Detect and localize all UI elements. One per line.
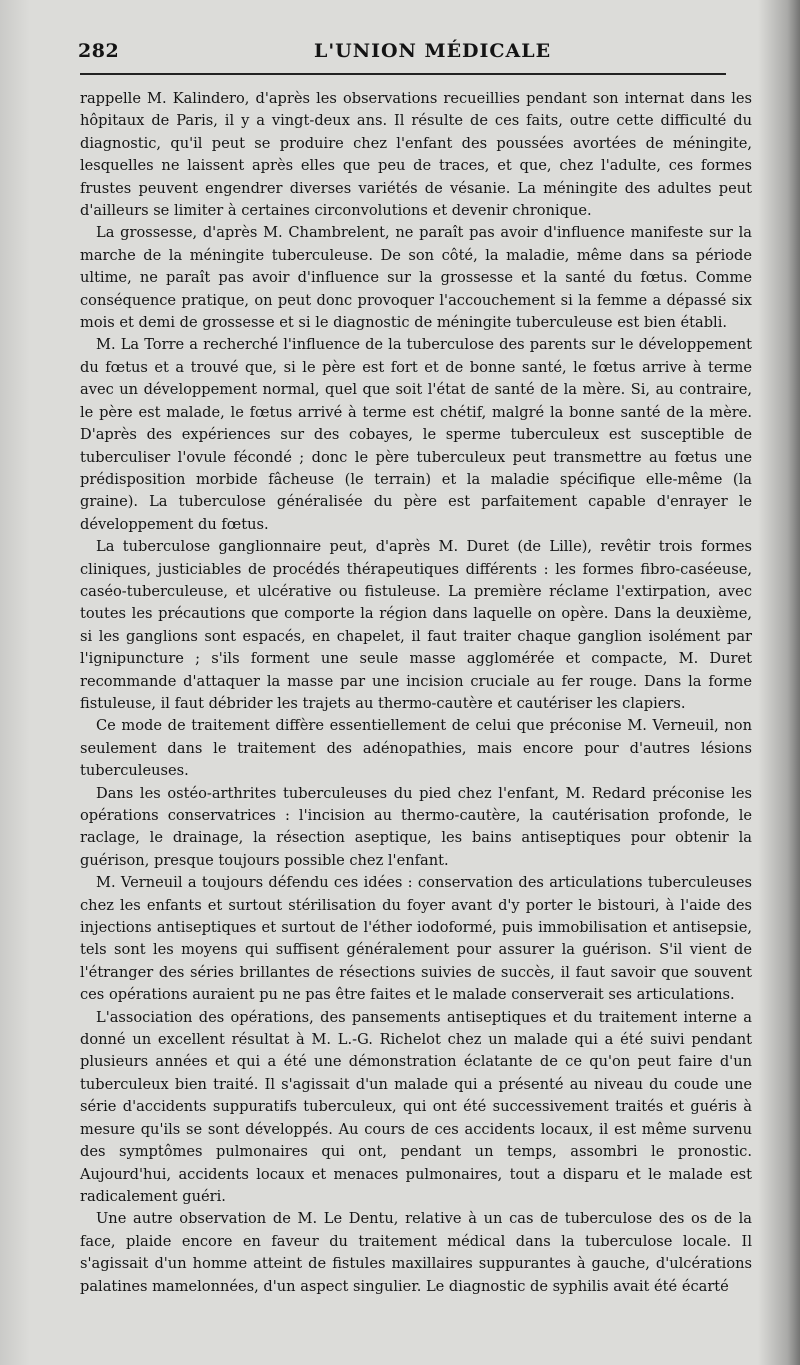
paragraph-2: La grossesse, d'après M. Chambrelent, ne paraît pas avoir d'influence manifeste sur la marche de la méningite tuberculeuse. De son côté, la maladie, même dans sa période ultime, ne paraît pas avoir d'influence sur la grossesse et la santé du fœtus. Comme conséquence pratique, on peut donc provoquer l'accouchement si la femme a dépassé six mois et demi de grossesse et si le diagnostic de méningite tuberculeuse est bien établi. xyxy=(80,224,752,332)
page-number: 282 xyxy=(78,40,120,62)
running-header xyxy=(78,40,724,70)
paragraph-1: rappelle M. Kalindero, d'après les observations recueillies pendant son internat dans les hôpitaux de Paris, il y a vingt-deux ans. Il résulte de ces faits, outre cette difficulté du diagnostic, qu'il peut se produire chez l'enfant des poussées avortées de méningite, lesquelles ne laissent après elles que peu de traces, et que, chez l'adulte, ces formes frustes peuvent engendrer diverses variétés de vésanie. La méningite des adultes peut d'ailleurs se limiter à certaines circonvolutions et devenir chronique. xyxy=(80,90,752,220)
paragraph-5: Ce mode de traitement diffère essentiellement de celui que préconise M. Verneuil, non seulement dans le traitement des adénopathies, mais encore pour d'autres lésions tuberculeuses. xyxy=(80,717,752,780)
article-body xyxy=(80,88,752,1298)
paragraph-4: La tuberculose ganglionnaire peut, d'après M. Duret (de Lille), revêtir trois formes cliniques, justiciables de procédés thérapeutiques différents : les formes fibro-caséeuse, caséo-tuberculeuse, et ulcérative ou fistuleuse. La première réclame l'extirpation, avec toutes les précautions que comporte la région dans laquelle on opère. Dans la deuxième, si les ganglions sont espacés, en chapelet, il faut traiter chaque ganglion isolément par l'ignipuncture ; s'ils forment une seule masse agglomérée et compacte, M. Duret recommande d'attaquer la masse par une incision cruciale au fer rouge. Dans la forme fistuleuse, il faut débrider les trajets au thermo-cautère et cautériser les clapiers. xyxy=(80,538,752,712)
binding-shadow xyxy=(758,0,800,1365)
paragraph-9: Une autre observation de M. Le Dentu, relative à un cas de tuberculose des os de la face, plaide encore en faveur du traitement médical dans la tuberculose locale. Il s'agissait d'un homme atteint de fistules maxillaires suppurantes à gauche, d'ulcérations palatines mamelonnées, d'un aspect singulier. Le diagnostic de syphilis avait été écarté xyxy=(80,1210,752,1295)
paragraph-7: M. Verneuil a toujours défendu ces idées : conservation des articulations tuberculeuses chez les enfants et surtout stérilisation du foyer avant d'y porter le bistouri, à l'aide des injections antiseptiques et surtout de l'éther iodoformé, puis immobilisation et antisepsie, tels sont les moyens qui suffisent généralement pour assurer la guérison. S'il vient de l'étranger des séries brillantes de résections suivies de succès, il faut savoir que souvent ces opérations auraient pu ne pas être faites et le malade conserverait ses articulations. xyxy=(80,874,752,1004)
journal-title: L'UNION MÉDICALE xyxy=(314,40,552,62)
paragraph-8: L'association des opérations, des pansements antiseptiques et du traitement interne a donné un excellent résultat à M. L.-G. Richelot chez un malade qui a été suivi pendant plusieurs années et qui a été une démonstration éclatante de ce qu'on peut faire d'un tuberculeux bien traité. Il s'agissait d'un malade qui a présenté au niveau du coude une série d'accidents suppuratifs tuberculeux, qui ont été successivement traités et guéris à mesure qu'ils se sont développés. Au cours de ces accidents locaux, il est même survenu des symptômes pulmonaires qui ont, pendant un temps, assombri le pronostic. Aujourd'hui, accidents locaux et menaces pulmonaires, tout a disparu et le malade est radicalement guéri. xyxy=(80,1008,752,1205)
header-rule xyxy=(80,73,726,75)
paragraph-3: M. La Torre a recherché l'influence de la tuberculose des parents sur le développement du fœtus et a trouvé que, si le père est fort et de bonne santé, le fœtus arrive à terme avec un développement normal, quel que soit l'état de santé de la mère. Si, au contraire, le père est malade, le fœtus arrivé à terme est chétif, malgré la bonne santé de la mère. D'après des expériences sur des cobayes, le sperme tuberculeux est susceptible de tuberculiser l'ovule fécondé ; donc le père tuberculeux peut transmettre au fœtus une prédisposition morbide fâcheuse (le terrain) et la maladie spécifique elle-même (la graine). La tuberculose généralisée du père est parfaitement capable d'enrayer le développement du fœtus. xyxy=(80,336,752,533)
page-edge-shade xyxy=(0,0,30,1365)
paragraph-6: Dans les ostéo-arthrites tuberculeuses du pied chez l'enfant, M. Redard préconise les opérations conservatrices : l'incision au thermo-cautère, la cautérisation profonde, le raclage, le drainage, la résection aseptique, les bains antiseptiques pour obtenir la guérison, presque toujours possible chez l'enfant. xyxy=(80,784,752,869)
